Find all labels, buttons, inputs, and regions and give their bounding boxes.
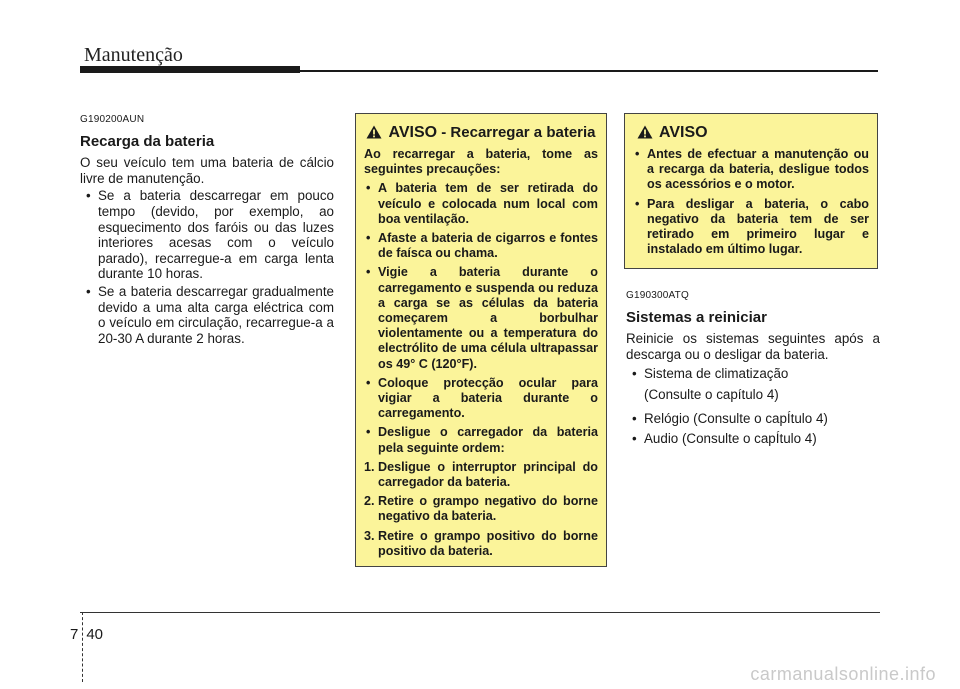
section-intro: Reinicie os sistemas seguintes após a descarga ou o desligar da bateria.: [626, 331, 880, 362]
step-item: 3. Retire o grampo positivo do borne positivo da bateria.: [364, 528, 598, 558]
page-number-value: 40: [86, 626, 104, 643]
list-item: • Afaste a bateria de cigarros e fontes de faísca ou chama.: [364, 231, 598, 261]
warning-title: [633, 124, 869, 141]
battery-charging-section: [80, 112, 334, 348]
list-item: • Coloque protecção ocular para vigiar a bateria durante o carregamento.: [364, 376, 598, 422]
section-code: G190200AUN: [80, 114, 145, 125]
list-item: • Sistema de climatização: [626, 366, 880, 382]
warning-box-recharge: [355, 113, 607, 567]
list-item: • Antes de efectuar a manutenção ou a recarga da bateria, desligue todos os acessórios e o motor.: [633, 147, 869, 193]
chapter-number: 7: [70, 626, 79, 643]
warning-intro: Ao recarregar a bateria, tome as seguintes precauções:: [364, 147, 598, 177]
list-item: • Desligue o carregador da bateria pela seguinte ordem:: [364, 425, 598, 455]
header-rule: [300, 70, 878, 72]
list-item: • Relógio (Consulte o capÍtulo 4): [626, 411, 880, 427]
list-item: • A bateria tem de ser retirada do veículo e colocada num local com boa ventilação.: [364, 181, 598, 227]
list-item: • Para desligar a bateria, o cabo negativo da bateria tem de ser retirado em primeiro lugar e instalado em último lugar.: [633, 197, 869, 258]
list-item: • Audio (Consulte o capÍtulo 4): [626, 431, 880, 447]
systems-reset-section: [626, 288, 880, 452]
warning-label: AVISO: [388, 124, 438, 141]
warning-title: [364, 124, 598, 141]
list-item: • Se a bateria descarregar em pouco tempo (devido, por exemplo, ao esquecimento dos faróis ou das luzes interiores acesas com o veículo parado), recarregue-a em carga lenta durante 10 horas.: [80, 188, 334, 282]
section-heading: Sistemas a reiniciar: [626, 308, 767, 326]
section-code: G190300ATQ: [626, 290, 689, 301]
section-heading: Recarga da bateria: [80, 132, 215, 150]
page-header-title: Manutenção: [84, 44, 183, 66]
list-item: • Se a bateria descarregar gradualmente devido a uma alta carga eléctrica com o veículo em circulação, recarregue-a a 20-30 A durante 2 horas.: [80, 284, 334, 346]
warning-label: AVISO: [659, 124, 708, 141]
footer-rule: [80, 612, 880, 613]
warning-triangle-icon: [366, 125, 382, 139]
footer-divider: [82, 612, 83, 682]
warning-box-disconnect: [624, 113, 878, 269]
step-item: 2. Retire o grampo negativo do borne negativo da bateria.: [364, 494, 598, 524]
list-item: • Vigie a bateria durante o carregamento e suspenda ou reduza a carga se as células da bateria começarem a borbulhar violentamente ou a temperatura do electrólito de uma célula ultrapassar os 49° C (120°F).: [364, 265, 598, 371]
list-item-note: (Consulte o capítulo 4): [644, 386, 779, 402]
warning-subtitle: - Recarregar a bateria: [437, 124, 596, 141]
header-bar: [80, 66, 300, 73]
section-intro: O seu veículo tem uma bateria de cálcio livre de manutenção.: [80, 155, 334, 186]
step-item: 1. Desligue o interruptor principal do carregador da bateria.: [364, 459, 598, 490]
page-number: [70, 626, 111, 643]
watermark: carmanualsonline.info: [750, 664, 936, 684]
warning-triangle-icon: [637, 125, 653, 139]
